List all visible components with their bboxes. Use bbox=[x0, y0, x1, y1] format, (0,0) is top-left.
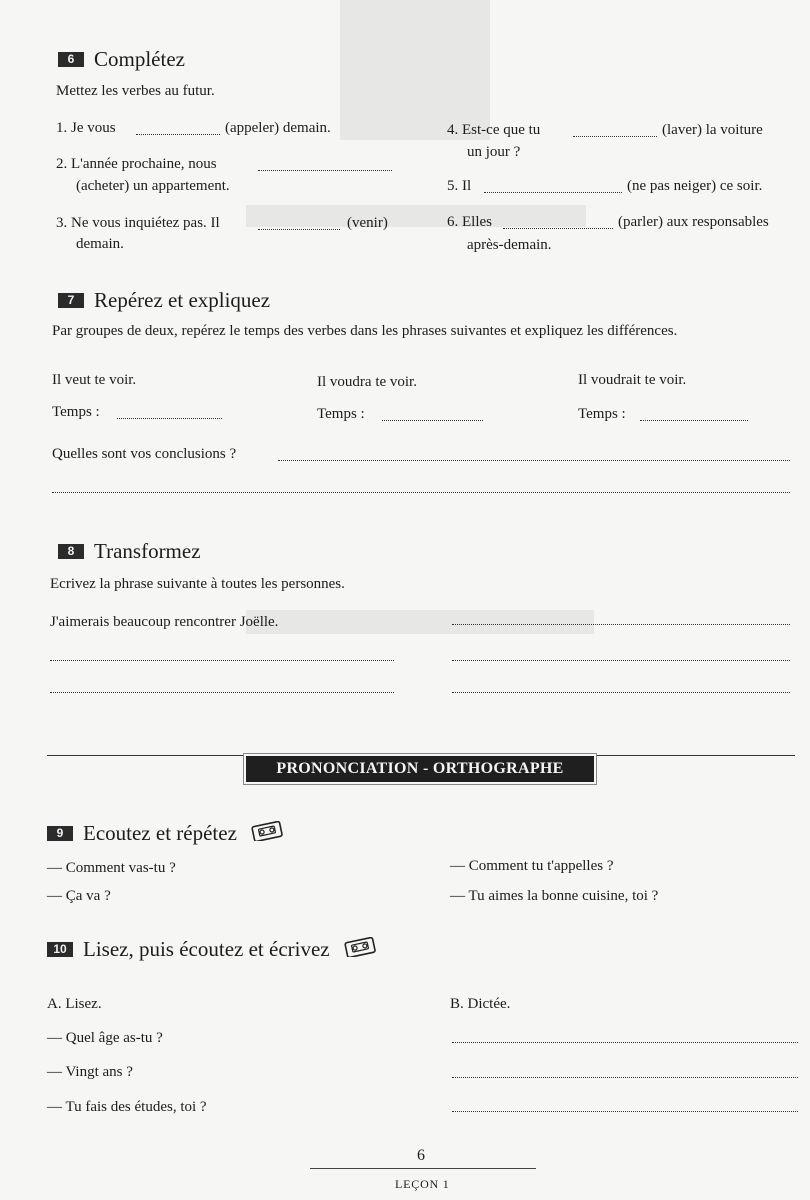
ex9-line-left-2: — Ça va ? bbox=[47, 888, 111, 904]
lesson-label: LEÇON 1 bbox=[395, 1177, 450, 1191]
ex6-item-2-end: (acheter) un appartement. bbox=[76, 178, 230, 194]
ex6-item-3-start: 3. Ne vous inquiétez pas. Il bbox=[56, 215, 220, 231]
ex9-line-right-2: — Tu aimes la bonne cuisine, toi ? bbox=[450, 888, 659, 904]
page-number: 6 bbox=[417, 1147, 425, 1164]
dictation-blank[interactable] bbox=[452, 1111, 798, 1112]
ex6-item-1-end: (appeler) demain. bbox=[225, 120, 331, 136]
exercise-9-heading bbox=[47, 821, 283, 846]
ex9-line-left-1: — Comment vas-tu ? bbox=[47, 860, 176, 876]
model-sentence: J'aimerais beaucoup rencontrer Joëlle. bbox=[50, 614, 279, 630]
exercise-number: 9 bbox=[47, 826, 73, 841]
exercise-8-instruction: Ecrivez la phrase suivante à toutes les personnes. bbox=[50, 576, 345, 592]
ex6-item-6-end: (parler) aux responsables bbox=[618, 214, 769, 230]
cassette-icon bbox=[344, 937, 376, 962]
sentence-1: Il veut te voir. bbox=[52, 372, 137, 388]
transform-blank[interactable] bbox=[452, 624, 790, 625]
ex6-item-2-start: 2. L'année prochaine, nous bbox=[56, 156, 217, 172]
transform-blank[interactable] bbox=[50, 692, 394, 693]
ex6-item-3-end: (venir) bbox=[347, 215, 388, 231]
exercise-6-heading bbox=[58, 47, 185, 72]
tense-blank-2[interactable] bbox=[382, 420, 483, 421]
exercise-title: Transformez bbox=[94, 539, 201, 563]
ex6-item-5-end: (ne pas neiger) ce soir. bbox=[627, 178, 763, 194]
part-b-label: B. Dictée. bbox=[450, 996, 511, 1012]
exercise-title: Lisez, puis écoutez et écrivez bbox=[83, 937, 330, 961]
ex9-line-right-1: — Comment tu t'appelles ? bbox=[450, 858, 614, 874]
ex6-item-4-start: 4. Est-ce que tu bbox=[447, 122, 541, 138]
ex6-item-4-end: (laver) la voiture bbox=[662, 122, 763, 138]
tense-label-2: Temps : bbox=[317, 406, 365, 422]
answer-blank[interactable] bbox=[484, 192, 622, 193]
sentence-3: Il voudrait te voir. bbox=[578, 372, 687, 388]
show-through-band bbox=[246, 205, 586, 227]
show-through-block bbox=[340, 0, 490, 140]
ex6-item-6-start: 6. Elles bbox=[447, 214, 492, 230]
exercise-8-heading bbox=[58, 539, 201, 564]
ex6-item-6-cont: après-demain. bbox=[467, 237, 552, 253]
ex6-item-1-start: 1. Je vous bbox=[56, 120, 116, 136]
answer-blank[interactable] bbox=[573, 136, 657, 137]
answer-blank[interactable] bbox=[136, 134, 220, 135]
dictation-blank[interactable] bbox=[452, 1042, 798, 1043]
tense-blank-1[interactable] bbox=[117, 418, 222, 419]
exercise-title: Repérez et expliquez bbox=[94, 288, 271, 312]
exercise-title: Complétez bbox=[94, 47, 185, 71]
answer-blank[interactable] bbox=[258, 229, 340, 230]
tense-blank-3[interactable] bbox=[640, 420, 748, 421]
exercise-number: 6 bbox=[58, 52, 84, 67]
conclusion-blank-1[interactable] bbox=[278, 460, 790, 461]
exercise-number: 7 bbox=[58, 293, 84, 308]
ex10-line-3: — Tu fais des études, toi ? bbox=[47, 1099, 207, 1115]
footer-rule bbox=[310, 1168, 536, 1169]
dictation-blank[interactable] bbox=[452, 1077, 798, 1078]
answer-blank[interactable] bbox=[503, 228, 613, 229]
answer-blank[interactable] bbox=[258, 170, 392, 171]
ex6-item-3-cont: demain. bbox=[76, 236, 124, 252]
conclusion-question: Quelles sont vos conclusions ? bbox=[52, 446, 237, 462]
exercise-title: Ecoutez et répétez bbox=[83, 821, 237, 845]
transform-blank[interactable] bbox=[452, 660, 790, 661]
part-a-label: A. Lisez. bbox=[47, 996, 102, 1012]
ex10-line-1: — Quel âge as-tu ? bbox=[47, 1030, 163, 1046]
conclusion-blank-2[interactable] bbox=[52, 492, 790, 493]
section-banner: PRONONCIATION - ORTHOGRAPHE bbox=[246, 756, 594, 782]
exercise-number: 10 bbox=[47, 942, 73, 957]
cassette-icon bbox=[251, 821, 283, 846]
exercise-10-heading bbox=[47, 937, 376, 962]
sentence-2: Il voudra te voir. bbox=[317, 374, 417, 390]
exercise-7-heading bbox=[58, 288, 270, 313]
transform-blank[interactable] bbox=[452, 692, 790, 693]
ex6-item-4-cont: un jour ? bbox=[467, 144, 521, 160]
exercise-6-instruction: Mettez les verbes au futur. bbox=[56, 83, 215, 99]
exercise-number: 8 bbox=[58, 544, 84, 559]
transform-blank[interactable] bbox=[50, 660, 394, 661]
tense-label-1: Temps : bbox=[52, 404, 100, 420]
show-through-band bbox=[246, 610, 594, 634]
ex10-line-2: — Vingt ans ? bbox=[47, 1064, 133, 1080]
tense-label-3: Temps : bbox=[578, 406, 626, 422]
exercise-7-instruction: Par groupes de deux, repérez le temps des verbes dans les phrases suivantes et expliquez les différences. bbox=[52, 323, 678, 339]
ex6-item-5-start: 5. Il bbox=[447, 178, 472, 194]
